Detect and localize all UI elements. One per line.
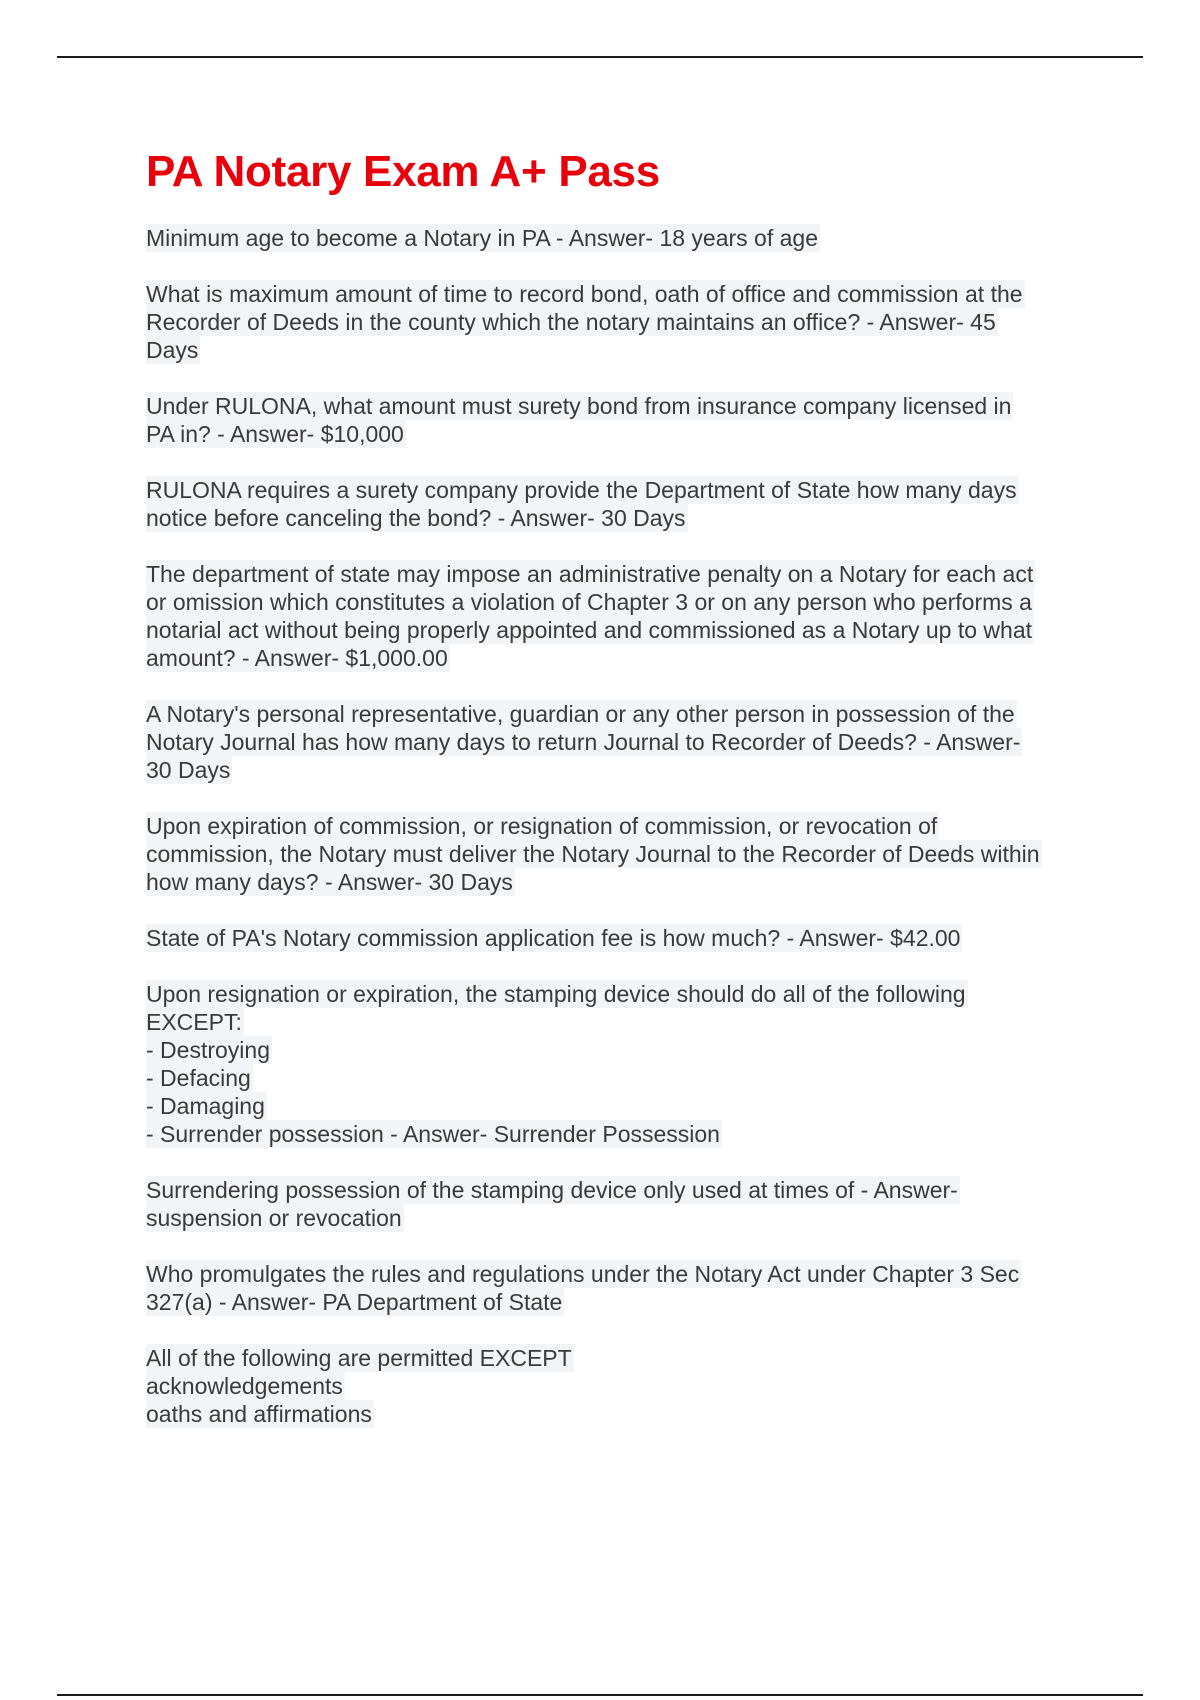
qa-text-line: - Defacing (146, 1065, 251, 1091)
qa-item (146, 224, 1086, 252)
qa-text-line: 327(a) - Answer- PA Department of State (146, 1289, 563, 1315)
qa-text-line: Recorder of Deeds in the county which the notary maintains an office? - Answer- 45 (146, 309, 996, 335)
qa-item (146, 812, 1086, 896)
qa-item (146, 476, 1086, 532)
qa-text-line: suspension or revocation (146, 1205, 402, 1231)
qa-item (146, 1260, 1086, 1316)
qa-text-line: oaths and affirmations (146, 1401, 372, 1427)
qa-text-line: Who promulgates the rules and regulations under the Notary Act under Chapter 3 Sec (146, 1261, 1020, 1287)
qa-text-line: notice before canceling the bond? - Answer- 30 Days (146, 505, 686, 531)
qa-text-line: The department of state may impose an administrative penalty on a Notary for each act (146, 561, 1034, 587)
qa-item (146, 924, 1086, 952)
qa-text-line: Under RULONA, what amount must surety bond from insurance company licensed in (146, 393, 1012, 419)
qa-text-line: Upon resignation or expiration, the stamping device should do all of the following (146, 981, 966, 1007)
qa-text-line: State of PA's Notary commission application fee is how much? - Answer- $42.00 (146, 925, 961, 951)
qa-text-line: Notary Journal has how many days to return Journal to Recorder of Deeds? - Answer- (146, 729, 1021, 755)
qa-text-line: notarial act without being properly appointed and commissioned as a Notary up to what (146, 617, 1033, 643)
qa-item (146, 1176, 1086, 1232)
qa-text-line: All of the following are permitted EXCEPT (146, 1345, 572, 1371)
qa-text-line: amount? - Answer- $1,000.00 (146, 645, 448, 671)
qa-item (146, 280, 1086, 364)
qa-text-line: RULONA requires a surety company provide the Department of State how many days (146, 477, 1017, 503)
qa-item (146, 700, 1086, 784)
qa-text-line: Upon expiration of commission, or resignation of commission, or revocation of (146, 813, 938, 839)
qa-item (146, 980, 1086, 1148)
qa-text-line: or omission which constitutes a violation of Chapter 3 or on any person who performs a (146, 589, 1032, 615)
qa-text-line: commission, the Notary must deliver the Notary Journal to the Recorder of Deeds within (146, 841, 1040, 867)
qa-text-line: - Surrender possession - Answer- Surrender Possession (146, 1121, 720, 1147)
qa-text-line: A Notary's personal representative, guardian or any other person in possession of the (146, 701, 1015, 727)
top-rule (57, 56, 1143, 58)
qa-text-line: 30 Days (146, 757, 231, 783)
qa-text-line: Days (146, 337, 199, 363)
qa-item (146, 392, 1086, 448)
qa-text-line: acknowledgements (146, 1373, 343, 1399)
qa-item (146, 560, 1086, 672)
page-title: PA Notary Exam A+ Pass (146, 147, 660, 196)
qa-text-line: PA in? - Answer- $10,000 (146, 421, 404, 447)
qa-text-line: EXCEPT: (146, 1009, 242, 1035)
bottom-rule (57, 1694, 1143, 1696)
qa-list (146, 224, 1086, 1428)
qa-text-line: - Destroying (146, 1037, 270, 1063)
qa-text-line: - Damaging (146, 1093, 265, 1119)
qa-text-line: how many days? - Answer- 30 Days (146, 869, 513, 895)
qa-item (146, 1344, 1086, 1428)
qa-text-line: Minimum age to become a Notary in PA - Answer- 18 years of age (146, 225, 818, 251)
document-body (146, 142, 1086, 1456)
qa-text-line: What is maximum amount of time to record bond, oath of office and commission at the (146, 281, 1023, 307)
qa-text-line: Surrendering possession of the stamping device only used at times of - Answer- (146, 1177, 958, 1203)
